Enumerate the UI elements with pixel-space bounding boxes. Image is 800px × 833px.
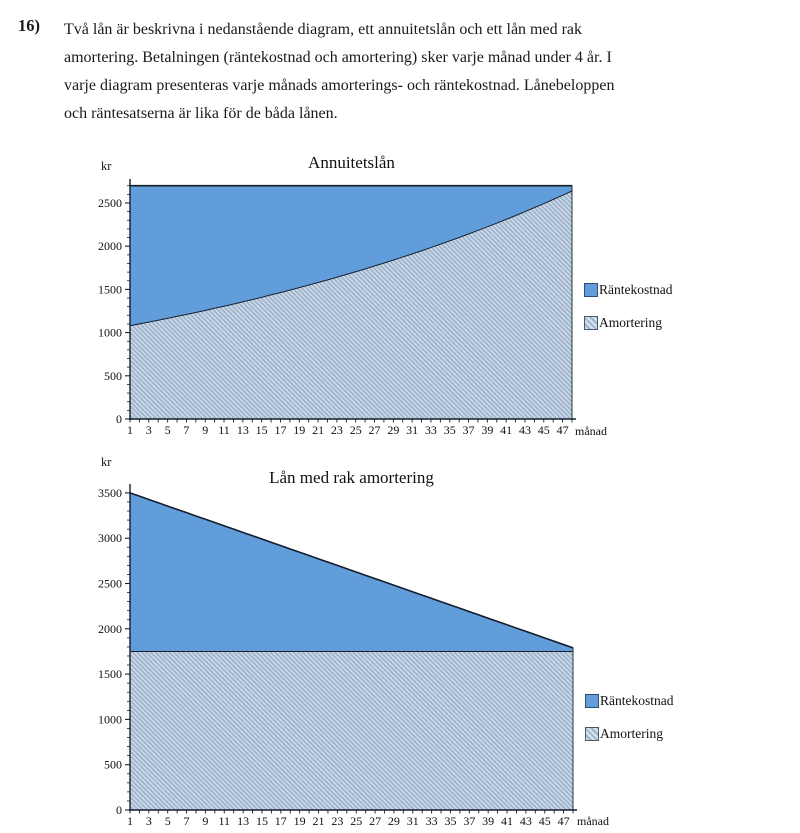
chart-title-straight: Lån med rak amortering (269, 468, 434, 487)
x-tick-label: 13 (236, 423, 249, 437)
x-tick-label: 21 (312, 814, 325, 828)
y-tick-label: 0 (116, 803, 122, 817)
x-tick-label: 37 (463, 814, 476, 828)
x-tick-label: 23 (331, 814, 344, 828)
problem-text (64, 16, 764, 128)
x-tick-label: 1 (127, 814, 133, 828)
legend-label-rantekostnad: Räntekostnad (599, 281, 673, 297)
x-tick-label: 11 (218, 814, 231, 828)
chart-title-annuity: Annuitetslån (308, 153, 395, 172)
x-tick-label: 5 (164, 423, 171, 437)
problem-text-line: och räntesatserna är lika för de båda lånen. (64, 105, 338, 122)
x-tick-label: 43 (519, 814, 532, 828)
y-tick-label: 3000 (98, 531, 122, 546)
x-tick-label: 19 (293, 814, 306, 828)
amortering-swatch-icon (585, 727, 599, 741)
legend-item-amortering (585, 727, 674, 740)
x-tick-label: 31 (406, 423, 419, 437)
x-tick-label: 15 (255, 423, 268, 437)
x-tick-label: 25 (350, 814, 363, 828)
x-tick-label: 23 (330, 423, 343, 437)
x-tick-label: 17 (274, 423, 287, 437)
x-tick-label: 11 (218, 423, 230, 437)
y-tick-label: 500 (104, 368, 122, 383)
y-tick-label: 2500 (98, 576, 122, 591)
legend-label-rantekostnad: Räntekostnad (600, 692, 674, 708)
x-tick-label: 7 (183, 423, 190, 437)
x-tick-label: 39 (482, 814, 495, 828)
x-tick-label: 7 (183, 814, 190, 828)
x-tick-label: 15 (255, 814, 268, 828)
rantekostnad-swatch-icon (584, 283, 598, 297)
annuity-loan-chart (98, 179, 576, 437)
y-axis-unit-annuity: kr (101, 159, 112, 173)
x-tick-label: 9 (202, 423, 209, 437)
x-tick-label: 13 (237, 814, 250, 828)
x-tick-label: 41 (500, 423, 513, 437)
y-tick-label: 500 (104, 757, 122, 772)
legend-item-amortering (584, 316, 673, 329)
x-tick-label: 31 (406, 814, 419, 828)
x-tick-label: 45 (537, 423, 550, 437)
x-tick-label: 19 (293, 423, 306, 437)
problem-text-line: Två lån är beskrivna i nedanstående diagram, ett annuitetslån och ett lån med rak (64, 21, 583, 38)
rantekostnad-swatch-icon (585, 694, 599, 708)
legend-item-rantekostnad (585, 694, 674, 707)
legend-annuity (584, 283, 673, 329)
legend-straight (585, 694, 674, 740)
x-tick-label: 41 (501, 814, 514, 828)
straight-amortization-chart (98, 484, 577, 828)
y-tick-label: 1000 (98, 712, 122, 727)
x-tick-label: 33 (425, 814, 438, 828)
x-axis-unit-straight: månad (577, 814, 609, 828)
amortering-swatch-icon (584, 316, 598, 330)
x-tick-label: 29 (387, 814, 400, 828)
problem-text-line: varje diagram presenteras varje månads amorterings- och räntekostnad. Lånebeloppen (64, 77, 615, 94)
x-tick-label: 27 (368, 423, 381, 437)
x-tick-label: 9 (202, 814, 209, 828)
legend-item-rantekostnad (584, 283, 673, 296)
y-tick-label: 3500 (98, 485, 122, 500)
legend-label-amortering: Amortering (599, 314, 662, 330)
x-tick-label: 39 (481, 423, 494, 437)
y-tick-label: 1000 (98, 325, 122, 340)
y-tick-label: 0 (116, 412, 122, 426)
amortering-area (130, 651, 573, 810)
x-tick-label: 17 (274, 814, 287, 828)
problem-number: 16) (18, 16, 40, 35)
x-tick-label: 29 (387, 423, 400, 437)
x-tick-label: 37 (462, 423, 475, 437)
x-tick-label: 3 (145, 814, 152, 828)
x-tick-label: 5 (164, 814, 171, 828)
y-tick-label: 1500 (98, 282, 122, 297)
x-tick-label: 27 (369, 814, 382, 828)
x-tick-label: 25 (349, 423, 362, 437)
x-tick-label: 45 (538, 814, 551, 828)
x-tick-label: 47 (557, 814, 570, 828)
x-tick-label: 35 (443, 423, 456, 437)
x-tick-label: 35 (444, 814, 457, 828)
y-tick-label: 1500 (98, 667, 122, 682)
y-tick-label: 2000 (98, 621, 122, 636)
y-tick-label: 2000 (98, 239, 122, 254)
y-tick-label: 2500 (98, 196, 122, 210)
y-axis-unit-straight: kr (101, 455, 112, 469)
x-tick-label: 21 (312, 423, 325, 437)
x-tick-label: 1 (127, 423, 133, 437)
x-tick-label: 3 (145, 423, 152, 437)
legend-label-amortering: Amortering (600, 725, 663, 741)
x-axis-unit-annuity: månad (575, 424, 607, 438)
problem-text-line: amortering. Betalningen (räntekostnad och amortering) sker varje månad under 4 år. I (64, 49, 612, 66)
x-tick-label: 43 (518, 423, 531, 437)
x-tick-label: 47 (556, 423, 569, 437)
x-tick-label: 33 (424, 423, 437, 437)
